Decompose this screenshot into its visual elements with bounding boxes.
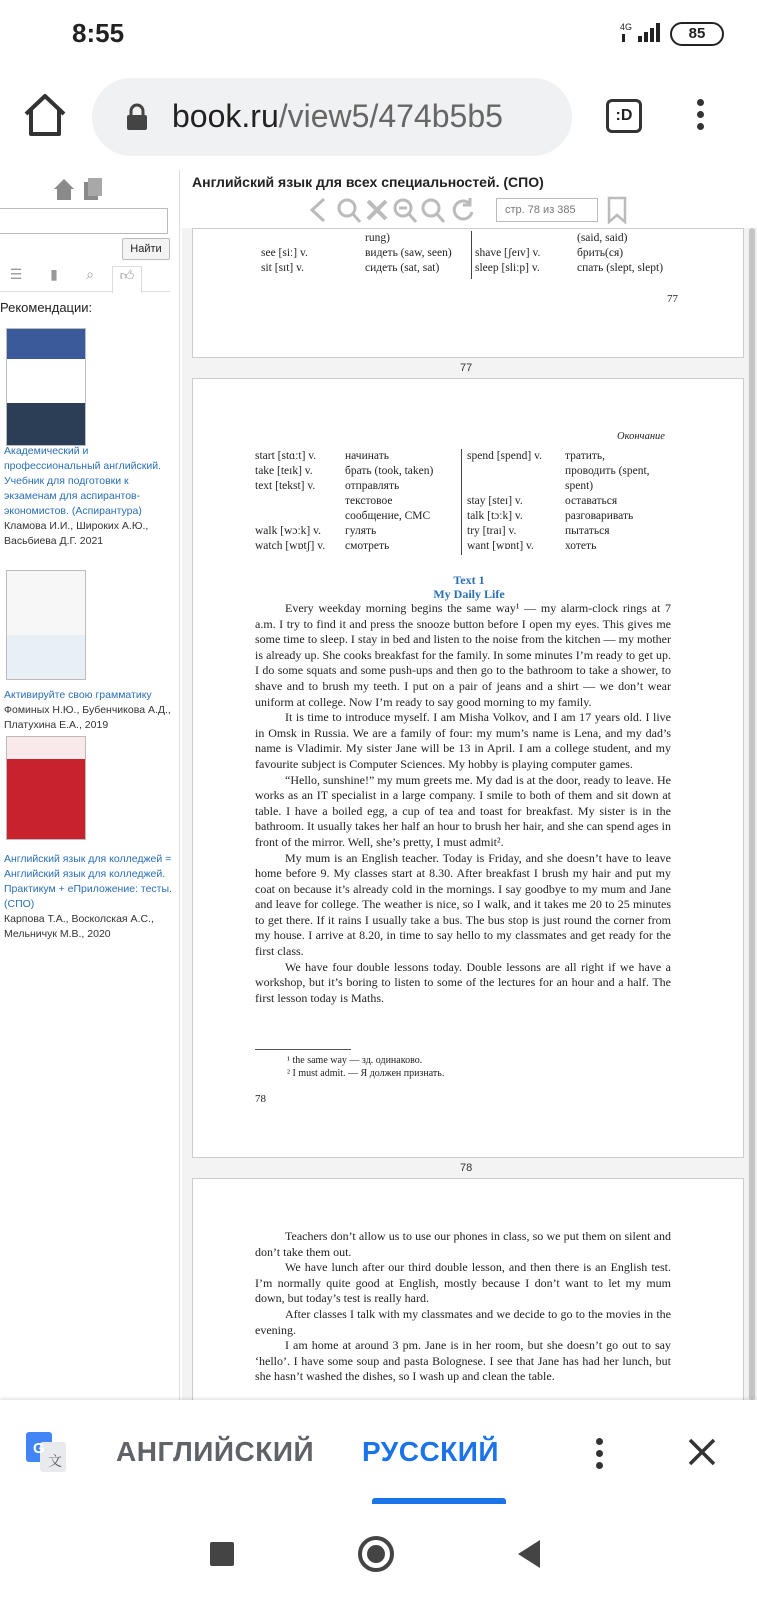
text-label: Text 1 — [453, 573, 485, 587]
page-78 — [192, 378, 744, 1158]
paragraph: It is time to introduce myself. I am Misha Volkov, and I am 17 years old. I live in Omsk in Russia. We are a family of four: my mum’s name is Lena, and my dad’s name is Vladimir. My sister Jane will be 13 in April. I am a college student, and my favourite subject is Computer Sciences. My hobby is playing computer games. — [255, 710, 671, 771]
close-search-icon[interactable] — [364, 196, 390, 224]
recommendation-item[interactable] — [4, 444, 174, 549]
paragraph: After classes I talk with my classmates and we decide to go to the movies in the evening. — [255, 1306, 671, 1337]
browser-toolbar — [0, 66, 757, 170]
recommendation-item[interactable] — [4, 688, 174, 733]
recommendations-title: Рекомендации: — [0, 300, 93, 315]
bookmark-icon[interactable] — [606, 196, 628, 224]
text-body — [255, 1229, 671, 1385]
book-cover-3[interactable] — [6, 736, 86, 840]
rotate-icon[interactable] — [450, 196, 476, 224]
page-77 — [192, 228, 744, 358]
signal-icon — [620, 20, 666, 44]
vocab-left-translations: начинать брать (took, taken) отправлять текстовое сообщение, СМС гулять смотреть — [345, 450, 434, 552]
vocab-right-translations: (said, said) брить(ся) спать (slept, slept) — [577, 232, 664, 274]
book-cover-2[interactable] — [6, 570, 86, 680]
recommendation-authors: Фоминых Н.Ю., Бубенчикова А.Д., Платухина Е.А., 2019 — [4, 704, 171, 731]
paragraph: We have four double lessons today. Double lessons are all right if we have a workshop, but it’s boring to listen to some of the lectures for an hour and a half. The first lesson today is Maths. — [255, 959, 671, 1005]
system-nav-bar — [0, 1504, 757, 1600]
page-separator-label: 78 — [460, 1162, 473, 1174]
viewer-scrollbar[interactable] — [748, 228, 756, 1400]
book-viewer — [0, 170, 757, 1400]
recommendation-item[interactable] — [4, 852, 174, 942]
vocab-right-words: spend [spend] v. stay [steɪ] v. talk [tɔːk] v. try [traɪ] v. want [wɒnt] v. — [467, 450, 542, 552]
close-icon[interactable] — [686, 1436, 718, 1468]
scroll-thumb[interactable] — [749, 228, 755, 1400]
paragraph: I am home at around 3 pm. Jane is in her room, but she doesn’t go out to say ‘hello’. I have some soup and pasta Bolognese. I see that Jane has had her lunch, but she hasn’t washed the dishes, so I wash up and clean the table. — [255, 1338, 671, 1384]
search-icon[interactable] — [420, 196, 446, 224]
home-icon[interactable] — [20, 90, 70, 140]
source-language-tab[interactable]: АНГЛИЙСКИЙ — [116, 1436, 315, 1467]
address-bar[interactable] — [92, 78, 572, 156]
search-tab-icon[interactable]: ⌕ — [86, 266, 94, 282]
sidebar-search-input[interactable] — [0, 208, 168, 234]
document-title: Английский язык для всех специальностей. (СПО) — [192, 174, 544, 190]
network-label: 4G — [620, 22, 633, 32]
overflow-menu-icon[interactable] — [690, 96, 710, 136]
recents-icon[interactable] — [210, 1542, 234, 1566]
tab-switcher-button[interactable]: :D — [606, 99, 642, 133]
footnotes — [255, 1049, 671, 1080]
prev-page-icon[interactable] — [306, 196, 332, 224]
paragraph: “Hello, sunshine!” my mum greets me. My dad is at the door, ready to leave. He works as an IT specialist in a large company. I smile to both of them and sit down at table. I have a boiled egg, a cup of tea and toast for breakfast. My sister is in the bathroom. It usually takes her half an hour to brush her hair, and she can spend ages in front of the mirror. Well, she’s pretty, I must admit². — [255, 772, 671, 849]
status-bar — [0, 0, 757, 66]
vocab-right-translations: тратить, проводить (spent, spent) оставаться разговаривать пытаться хотеть — [565, 450, 650, 552]
sidebar-home-icon[interactable] — [52, 176, 112, 202]
page-79 — [192, 1178, 744, 1400]
paragraph: My mum is an English teacher. Today is Friday, and she doesn’t have to leave home before 9. My classes start at 8.30. After breakfast I brush my hair and put my coat on because it’s already cold in the mornings. I say goodbye to my mum and Jane and leave for college. The weather is nice, so I walk, and it takes me 20 to 25 minutes to get there. If it rains I usually take a bus. The bus stop is just round the corner from my house. I arrive at 8.20, in time to say hello to my classmates and get ready for the first class. — [255, 850, 671, 959]
home-nav-icon[interactable] — [358, 1536, 394, 1572]
footnote: ¹ the same way — зд. одинаково. — [287, 1055, 423, 1066]
pages-container — [182, 228, 757, 1400]
vocab-left-words: see [siː] v. sit [sɪt] v. — [261, 247, 308, 274]
status-time: 8:55 — [72, 18, 125, 48]
google-translate-icon[interactable] — [26, 1432, 66, 1472]
vocab-left-translations: rung) видеть (saw, seen) сидеть (sat, sat) — [365, 232, 452, 274]
viewer-toolbar — [306, 196, 636, 226]
translate-bar — [0, 1400, 757, 1504]
page-number: 77 — [667, 293, 678, 305]
book-cover-1[interactable] — [6, 328, 86, 446]
text-body — [255, 601, 671, 1006]
zoom-in-icon[interactable] — [336, 196, 362, 224]
bookmark-tab-icon[interactable]: ▮ — [50, 266, 58, 282]
thumbs-up-icon[interactable]: 👍︎ — [112, 266, 142, 293]
url-path: /view5/474b5b5 — [278, 98, 503, 134]
recommendation-link[interactable]: Активируйте свою грамматику — [4, 689, 152, 701]
recommendation-authors: Карпова Т.А., Восколская А.С., Мельничук М.В., 2020 — [4, 913, 154, 940]
zoom-out-icon[interactable] — [392, 196, 418, 224]
svg-text:G: G — [33, 1440, 45, 1457]
list-icon[interactable]: ☰ — [9, 266, 23, 282]
back-icon[interactable] — [518, 1540, 540, 1568]
url-host: book.ru — [172, 98, 279, 134]
battery-indicator: 85 — [670, 22, 724, 46]
lock-icon — [126, 103, 148, 131]
page-separator-label: 77 — [460, 362, 473, 374]
footnote: ² I must admit. — Я должен признать. — [287, 1068, 445, 1079]
sidebar-tabs — [0, 262, 170, 292]
viewer-sidebar — [0, 170, 180, 1400]
vocab-right-words: shave [ʃeɪv] v. sleep [sliːp] v. — [475, 247, 541, 274]
recommendation-link[interactable]: Английский язык для колледжей = Английский язык для колледжей. Практикум + еПриложение: тесты. (СПО) — [4, 853, 172, 910]
paragraph: We have lunch after our third double lesson, and then there is an English test. I’m normally quite good at English, mostly because I don’t want to let my mum down, but today’s test is really hard. — [255, 1260, 671, 1306]
page-number-input[interactable]: стр. 78 из 385 — [496, 198, 598, 222]
paragraph: Teachers don’t allow us to use our phones in class, so we put them on silent and don’t take them out. — [255, 1229, 671, 1259]
translate-more-icon[interactable] — [592, 1436, 606, 1472]
find-button[interactable]: Найти — [122, 238, 170, 260]
url-text — [172, 98, 503, 135]
page-number: 78 — [255, 1093, 266, 1105]
recommendation-link[interactable]: Академический и профессиональный английский. Учебник для подготовки к экзаменам для аспирантов-экономистов. (Аспирантура) — [4, 445, 161, 517]
paragraph: Every weekday morning begins the same way¹ — my alarm-clock rings at 7 a.m. I try to find it and press the snooze button before I open my eyes. This gives me some time to sleep. I stay in bed and listen to the noise from the kitchen — my mother is already up. She cooks breakfast for the family. In some minutes I’m ready to get up. I do some squats and some push-ups and then go to the bathroom to take a shower, to shave and to brush my teeth. I put on a pair of jeans and a shirt — we don’t wear uniform at college. Now I’m ready to say good morning to my family. — [255, 601, 671, 709]
recommendation-authors: Кламова И.И., Широких А.Ю., Васьбиева Д.Г. 2021 — [4, 520, 149, 547]
svg-text:文: 文 — [48, 1453, 62, 1469]
ending-label: Окончание — [617, 431, 665, 442]
target-language-tab[interactable]: РУССКИЙ — [362, 1436, 500, 1467]
text-title: My Daily Life — [433, 587, 505, 601]
vocab-left-words: start [stɑːt] v. take [teɪk] v. text [tekst] v. walk [wɔːk] v. watch [wɒtʃ] v. — [255, 450, 326, 552]
